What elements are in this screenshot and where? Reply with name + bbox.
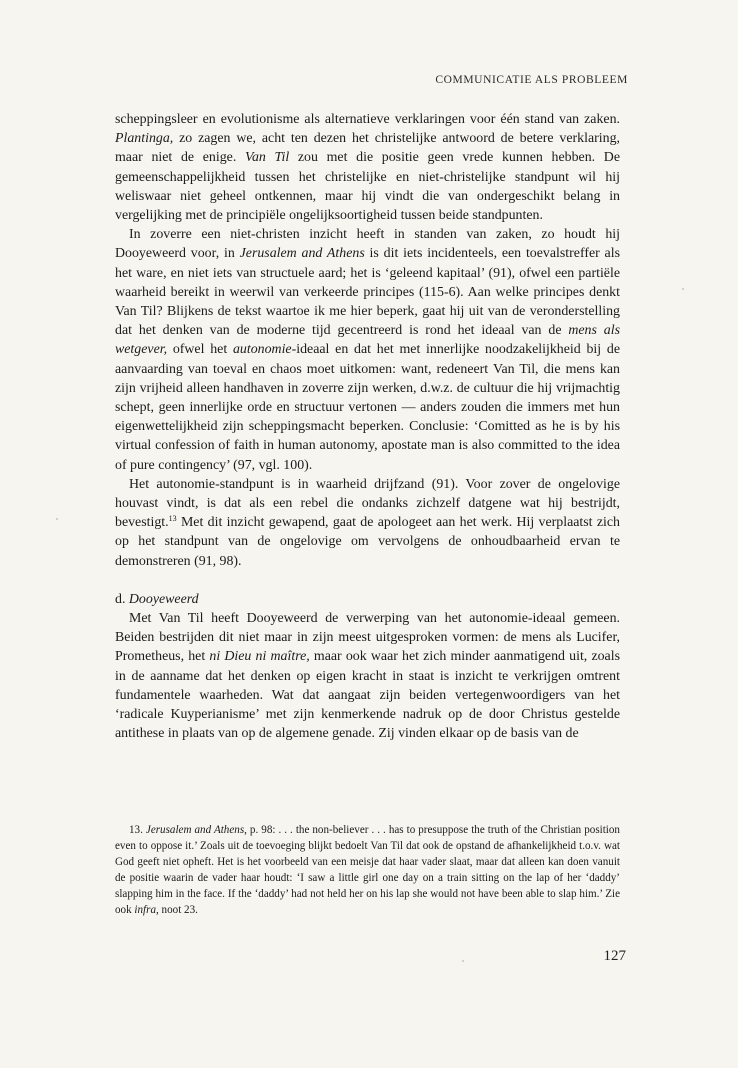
text-run: p. 98: . . . the non-believer . . . has to presuppose the truth of the Christian position even to oppose it.’ Zoals uit de toevoeging blijkt bedoelt Van Til dat ook de opstand de afhankelijkheid t.o.v. wat God geeft niet opheft. Het is het voorbeeld van een meisje dat haar vader slaat, maar dat alleen kan doen vanuit de positie waarin de vader haar houdt: ‘I saw a little girl one day on a train sitting on the lap of her ‘daddy’ slapping him in the face. If the ‘daddy’ had not held her on his lap she would not have been able to slap him.’ Zie ook (115, 824, 620, 916)
paragraph-2 (115, 225, 620, 475)
text-run: zou met die positie geen vrede kunnen hebben. De gemeenschappelijkheid tussen het christelijke en niet-christelijke standpunt wil hij weliswaar niet geheel ontkennen, maar hij vindt die van ondergeschikt belang in vergelijking met de principiële ongelijksoortigheid tussen beide standpunten. (115, 150, 620, 224)
body-text (115, 110, 620, 744)
section-title: Dooyeweerd (128, 591, 199, 607)
footnote-13 (115, 822, 620, 918)
text-run: zo zagen we, acht ten dezen het christelijke antwoord de betere verklaring, maar niet de enige. (115, 131, 620, 166)
text-run: Met Van Til heeft Dooyeweerd de verwerping van het autonomie-ideaal gemeen. Beiden bestrijden dit niet maar in zijn meest uitgesproken vormen: de mens als Lucifer, Prometheus, het (115, 611, 620, 665)
text-run: -ideaal en dat het met innerlijke noodzakelijkheid bij de aanvaarding van toeval en chaos moet uitkomen: want, redeneert Van Til, die mens kan zijn vrijheid alleen handhaven in zoverre zijn werken, d.w.z. de cultuur die hij vrijmachtig schept, geen innerlijke orde en structuur vertonen — anders zouden die immers met hun eigenwettelijkheid zijn scheppingsmacht beperken. Conclusie: ‘Comitted as he is by his virtual confession of faith in human autonomy, apostate man is also committed to the idea of pure contingency’ (97, vgl. 100). (115, 342, 620, 473)
section-heading (115, 590, 620, 609)
text-run: is dit iets incidenteels, een toevalstreffer als het ware, en niet iets van structuele aard; het is ‘geleend kapitaal’ (91), ofwel een partiële waarheid bereikt in weerwil van verkeerde principes (115-6). Aan welke principes denkt Van Til? Blijkens de tekst waartoe ik me hier beperk, gaat hij uit van de veronderstelling dat het denken van de moderne tijd gecentreerd is rond het ideaal van de (115, 246, 620, 339)
text-run: ofwel het (167, 342, 233, 358)
footnote-source: Jerusalem and Athens, (145, 824, 247, 836)
text-run: maar ook waar het zich minder aanmatigend uit, zoals in de aanname dat het denken op eigen kracht in staat is inzicht te verkrijgen omtrent fundamentele waarheden. Wat dat aangaat zijn beiden vertegenwoordigers van het ‘radicale Kuyperianisme’ met zijn kenmerkende nadruk op de door Christus gestelde antithese in plaats van op de algemene genade. Zij vinden elkaar op de basis van de (115, 649, 620, 742)
page-number: 127 (603, 948, 626, 964)
text-run: Het autonomie-standpunt is in waarheid drijfzand (91). Voor zover de ongelovige houvast vindt, is dat als een rebel die ondanks zichzelf datgene wat hij bestrijdt, bevestigt. (115, 476, 620, 531)
footnote-number: 13. (129, 824, 143, 836)
paper-speck (682, 288, 684, 290)
paragraph-3 (115, 475, 620, 571)
paragraph-4 (115, 609, 620, 743)
italic-phrase: mens als wetgever, (115, 323, 620, 358)
section-letter: d. (115, 591, 129, 607)
italic-phrase: ni Dieu ni maître, (209, 649, 310, 665)
paragraph-1 (115, 110, 620, 225)
text-run: Met dit inzicht gewapend, gaat de apologeet aan het werk. Hij verplaatst zich op het standpunt van de ongelovige om vervolgens de onhoudbaarheid ervan te demonstreren (91, 98). (115, 515, 620, 569)
paper-speck (462, 960, 464, 962)
text-run: scheppingsleer en evolutionisme als alternatieve verklaringen voor één stand van zaken. (115, 112, 620, 127)
italic-name-plantinga: Plantinga, (115, 131, 174, 147)
italic-term: autonomie (232, 342, 292, 358)
footnotes (115, 822, 620, 918)
italic-book-title: Jerusalem and Athens (239, 246, 365, 262)
running-head: COMMUNICATIE ALS PROBLEEM (435, 74, 628, 86)
italic-name-van-til: Van Til (245, 150, 290, 166)
text-run: In zoverre een niet-christen inzicht heeft in standen van zaken, zo houdt hij Dooyeweerd voor, in (115, 227, 620, 262)
text-run: noot 23. (158, 904, 198, 916)
footnote-reference[interactable]: 13 (168, 514, 177, 524)
italic-term: infra, (134, 904, 159, 916)
paper-speck (56, 518, 58, 520)
